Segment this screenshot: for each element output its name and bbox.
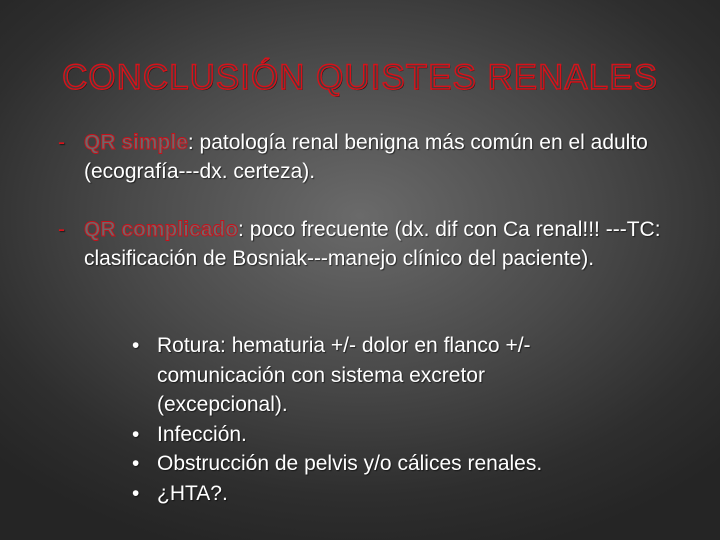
conclusion-point-simple: [58, 128, 678, 186]
bullet-marker: •: [132, 422, 140, 446]
bullet-marker: •: [132, 481, 140, 505]
point-text: [84, 128, 678, 186]
conclusion-point-complicado: [58, 215, 678, 273]
slide-title: CONCLUSIÓN QUISTES RENALES: [62, 58, 658, 97]
list-item-text: Infección.: [157, 422, 247, 446]
point-description: : poco frecuente (dx. dif con Ca renal!!! ---TC: clasificación de Bosniak---manejo clínico del paciente).: [84, 218, 661, 270]
complication-list: [132, 331, 612, 508]
list-item-text: ¿HTA?.: [157, 481, 228, 505]
point-description: : patología renal benigna más común en el adulto (ecografía---dx. certeza).: [84, 131, 648, 183]
list-item: [132, 331, 612, 420]
dash-marker: -: [58, 131, 65, 154]
list-item-text: Rotura: hematuria +/- dolor en flanco +/- comunicación con sistema excretor (excepcional).: [157, 334, 531, 416]
point-text: [84, 215, 678, 273]
list-item: [132, 449, 612, 479]
bullet-marker: •: [132, 334, 140, 357]
term-qr-complicado: QR complicado: [84, 218, 239, 241]
bullet-marker: •: [132, 452, 140, 475]
term-qr-simple: QR simple: [84, 131, 188, 154]
dash-marker: -: [58, 218, 65, 241]
list-item: [132, 420, 612, 450]
list-item-text: Obstrucción de pelvis y/o cálices renales.: [157, 452, 543, 475]
list-item: [132, 479, 612, 509]
